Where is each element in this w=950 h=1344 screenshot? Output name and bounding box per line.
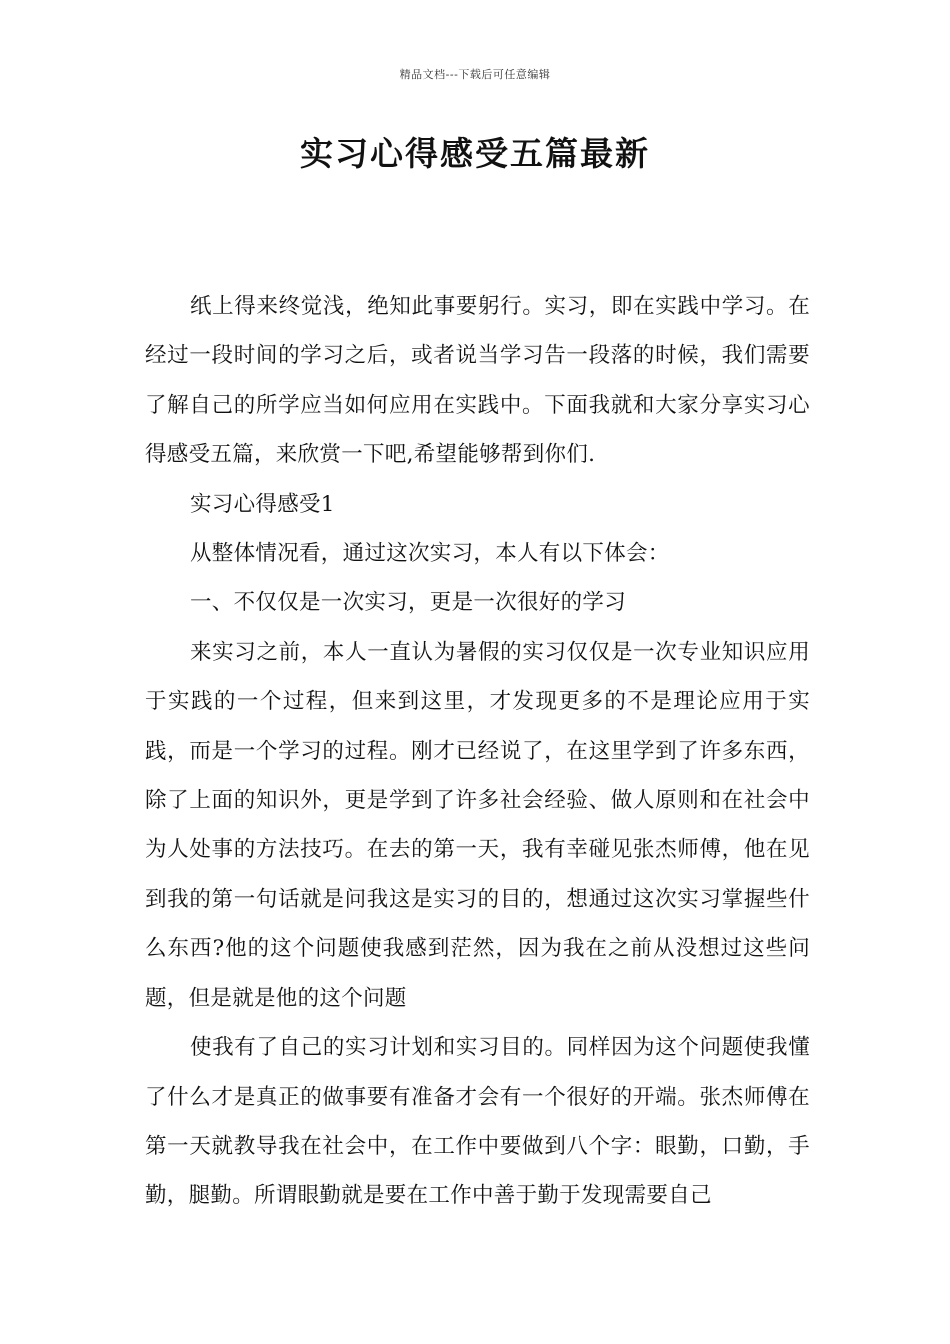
document-title: 实习心得感受五篇最新 — [300, 134, 650, 173]
document-body — [145, 282, 810, 1221]
subheading: 一、不仅仅是一次实习，更是一次很好的学习 — [190, 590, 627, 616]
header-note: 精品文档---下载后可任意编辑 — [399, 68, 551, 81]
body-paragraph: 来实习之前，本人一直认为暑假的实习仅仅是一次专业知识应用于实践的一个过程，但来到这里，才发现更多的不是理论应用于实践，而是一个学习的过程。刚才已经说了，在这里学到了许多东西，除了上面的知识外，更是学到了许多社会经验、做人原则和在社会中为人处事的方法技巧。在去的第一天，我有幸碰见张杰师傅，他在见到我的第一句话就是问我这是实习的目的，想通过这次实习掌握些什么东西?他的这个问题使我感到茫然，因为我在之前从没想过这些问题，但是就是他的这个问题 — [145, 639, 810, 1011]
section-heading: 实习心得感受1 — [190, 491, 335, 517]
intro-paragraph: 纸上得来终觉浅，绝知此事要躬行。实习，即在实践中学习。在经过一段时间的学习之后，或者说当学习告一段落的时候，我们需要了解自己的所学应当如何应用在实践中。下面我就和大家分享实习心得感受五篇，来欣赏一下吧,希望能够帮到你们. — [145, 294, 810, 468]
summary-paragraph: 从整体情况看，通过这次实习，本人有以下体会： — [190, 541, 670, 567]
body-paragraph: 使我有了自己的实习计划和实习目的。同样因为这个问题使我懂了什么才是真正的做事要有准备才会有一个很好的开端。张杰师傅在第一天就教导我在社会中，在工作中要做到八个字：眼勤，口勤，手勤，腿勤。所谓眼勤就是要在工作中善于勤于发现需要自己 — [145, 1035, 810, 1209]
